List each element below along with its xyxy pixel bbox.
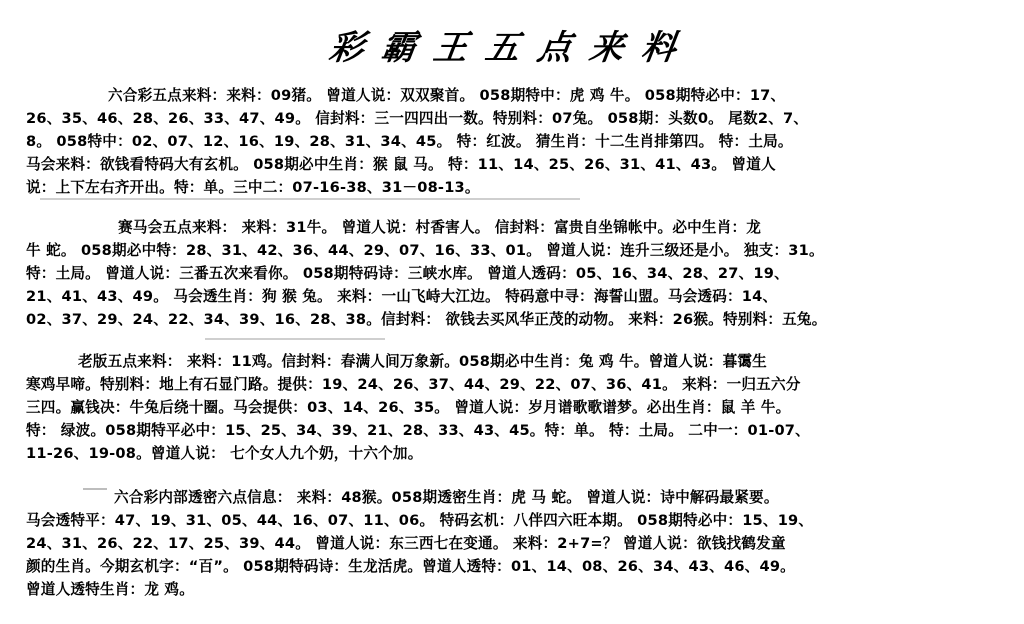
text-line: 02、37、29、24、22、34、39、16、28、38。信封料： 欲钱去买风华正茂的动物。 来料：26猴。特别料：五兔。 — [26, 311, 827, 328]
text-line: 说：上下左右齐开出。特：单。三中二：07-16-38、31－08-13。 — [26, 179, 480, 196]
section-liuhecai-five-point — [26, 84, 1004, 199]
text-line: 24、31、26、22、17、25、39、44。 曾道人说：东三西七在变通。 来料：2+7=？ 曾道人说：欲钱找鹤发童 — [26, 535, 786, 552]
text-line: 寒鸡早啼。特别料：地上有石显门路。提供：19、24、26、37、44、29、22、07、36、41。 来料：一归五六分 — [26, 376, 801, 393]
text-line: 颜的生肖。今期玄机字：“百”。 058期特码诗：生龙活虎。曾道人透特：01、14、08、26、34、43、46、49。 — [26, 558, 795, 575]
page-title: 彩霸王五点来料 — [326, 28, 697, 68]
text-line: 赛马会五点来料： 来料：31牛。 曾道人说：村香害人。 信封料：富贵自坐锦帐中。必中生肖：龙 — [118, 219, 762, 236]
text-line: 老版五点来料： 来料：11鸡。信封料：春满人间万象新。058期必中生肖：兔 鸡 牛。曾道人说：暮霭生 — [78, 353, 767, 370]
text-line: 8。 058特中：02、07、12、16、19、28、31、34、45。 特：红波。 猜生肖：十二生肖排第四。 特：土局。 — [26, 133, 793, 150]
text-line: 特： 绿波。058期特平必中：15、25、34、39、21、28、33、43、45。特：单。 特：土局。 二中一：01-07、 — [26, 422, 810, 439]
text-line: 21、41、43、49。 马会透生肖：狗 猴 兔。 来料：一山飞峙大江边。 特码意中寻：海誓山盟。马会透码：14、 — [26, 288, 778, 305]
section-horse-club-five-point — [26, 216, 1004, 331]
section-internal-six-point — [26, 486, 1004, 601]
text-line: 六合彩五点来料：来料：09猪。 曾道人说：双双聚首。 058期特中：虎 鸡 牛。 058期特必中：17、 — [108, 87, 786, 104]
text-line: 11-26、19-08。曾道人说： 七个女人九个奶，十六个加。 — [26, 445, 423, 462]
text-line: 马会来料：欲钱看特码大有玄机。 058期必中生肖：猴 鼠 马。 特：11、14、25、26、31、41、43。 曾道人 — [26, 156, 776, 173]
text-line: 牛 蛇。 058期必中特：28、31、42、36、44、29、07、16、33、01。 曾道人说：连升三级还是小。 独支：31。 — [26, 242, 824, 259]
text-line: 26、35、46、28、26、33、47、49。 信封料：三一四四出一数。特别料：07兔。 058期：头数0。 尾数2、7、 — [26, 110, 809, 127]
text-line: 特：土局。 曾道人说：三番五次来看你。 058期特码诗：三峡水库。 曾道人透码：05、16、34、28、27、19、 — [26, 265, 789, 282]
text-line: 曾道人透特生肖：龙 鸡。 — [26, 581, 195, 598]
text-line: 三四。赢钱决：牛兔后绕十圈。马会提供：03、14、26、35。 曾道人说：岁月谱歌歌谱梦。必出生肖：鼠 羊 牛。 — [26, 399, 791, 416]
text-line: 马会透特平：47、19、31、05、44、16、07、11、06。 特码玄机：八伴四六旺本期。 058期特必中：15、19、 — [26, 512, 814, 529]
text-line: 六合彩内部透密六点信息： 来料：48猴。058期透密生肖：虎 马 蛇。 曾道人说：诗中解码最紧要。 — [114, 489, 779, 506]
faded-text-artifact — [205, 338, 385, 340]
section-old-edition-five-point — [26, 350, 1004, 465]
